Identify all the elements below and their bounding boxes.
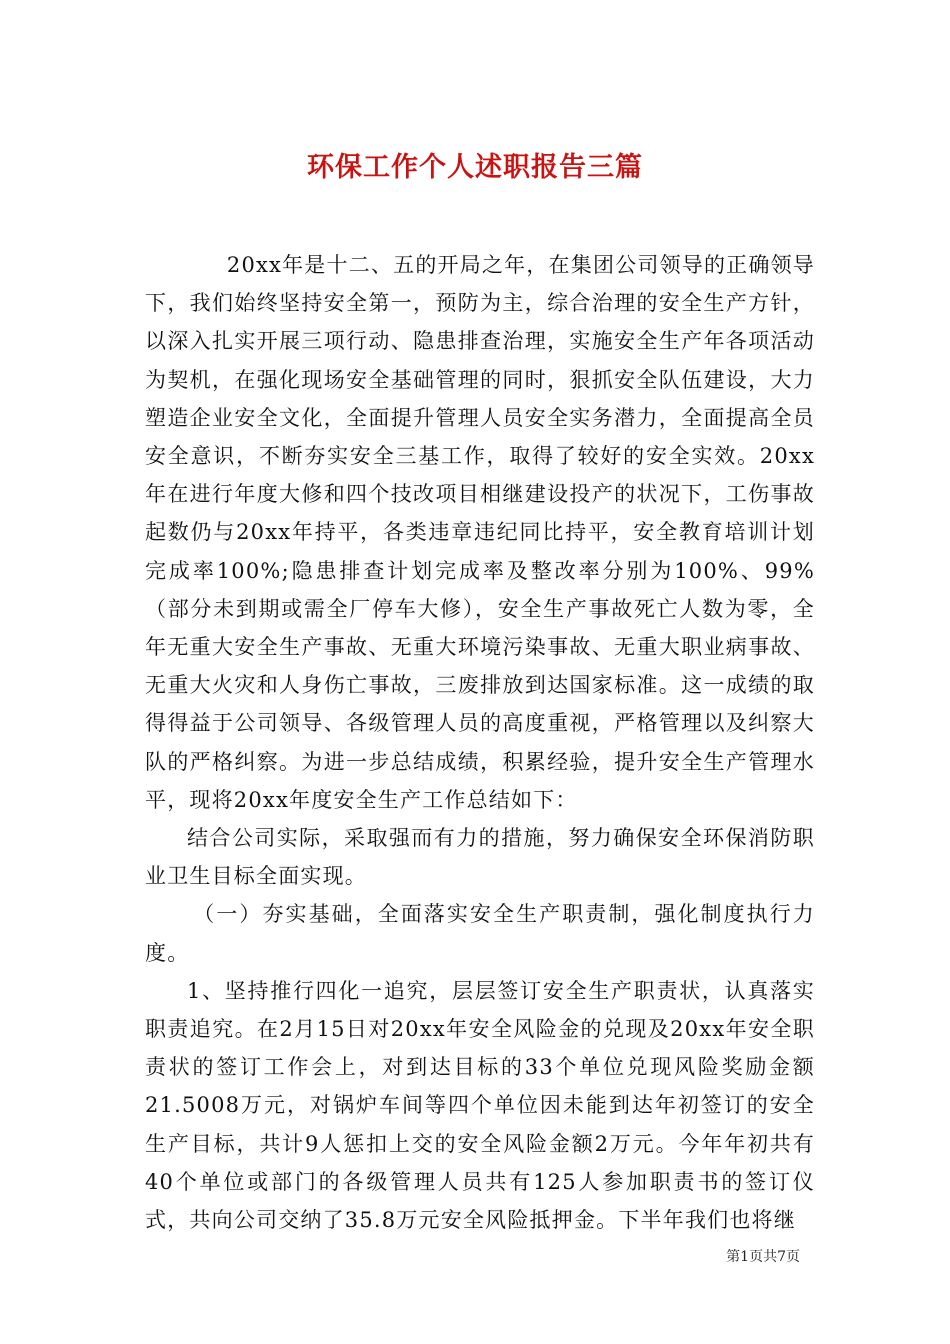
paragraph-item-1: 1、坚持推行四化一追究，层层签订安全生产职责状，认真落实职责追究。在2月15日对20xx年安全风险金的兑现及20xx年安全职责状的签订工作会上，对到达目标的33个单位兑现风险奖励金额21.5008万元，对锅炉车间等四个单位因未能到达年初签订的安全生产目标，共计9人惩扣上交的安全风险金额2万元。今年年初共有40个单位或部门的各级管理人员共有125人参加职责书的签订仪式，共向公司交纳了35.8万元安全风险抵押金。下半年我们也将继 [145, 978, 815, 1233]
paragraph-section-heading: （一）夯实基础，全面落实安全生产职责制，强化制度执行力度。 [145, 902, 815, 965]
paragraph-goal: 结合公司实际，采取强而有力的措施，努力确保安全环保消防职业卫生目标全面实现。 [145, 826, 815, 889]
page-number: 第1页共7页 [726, 1249, 800, 1265]
page-title: 环保工作个人述职报告三篇 [307, 152, 643, 184]
document-body [145, 246, 815, 1239]
paragraph-intro: 20xx年是十二、五的开局之年，在集团公司领导的正确领导下，我们始终坚持安全第一，预防为主，综合治理的安全生产方针，以深入扎实开展三项行动、隐患排查治理，实施安全生产年各项活动为契机，在强化现场安全基础管理的同时，狠抓安全队伍建设，大力塑造企业安全文化，全面提升管理人员安全实务潜力，全面提高全员安全意识，不断夯实安全三基工作，取得了较好的安全实效。20xx年在进行年度大修和四个技改项目相继建设投产的状况下，工伤事故起数仍与20xx年持平，各类违章违纪同比持平，安全教育培训计划完成率100%;隐患排查计划完成率及整改率分别为100%、99%（部分未到期或需全厂停车大修），安全生产事故死亡人数为零，全年无重大安全生产事故、无重大环境污染事故、无重大职业病事故、无重大火灾和人身伤亡事故，三废排放到达国家标准。这一成绩的取得得益于公司领导、各级管理人员的高度重视，严格管理以及纠察大队的严格纠察。为进一步总结成绩，积累经验，提升安全生产管理水平，现将20xx年度安全生产工作总结如下： [145, 253, 815, 812]
